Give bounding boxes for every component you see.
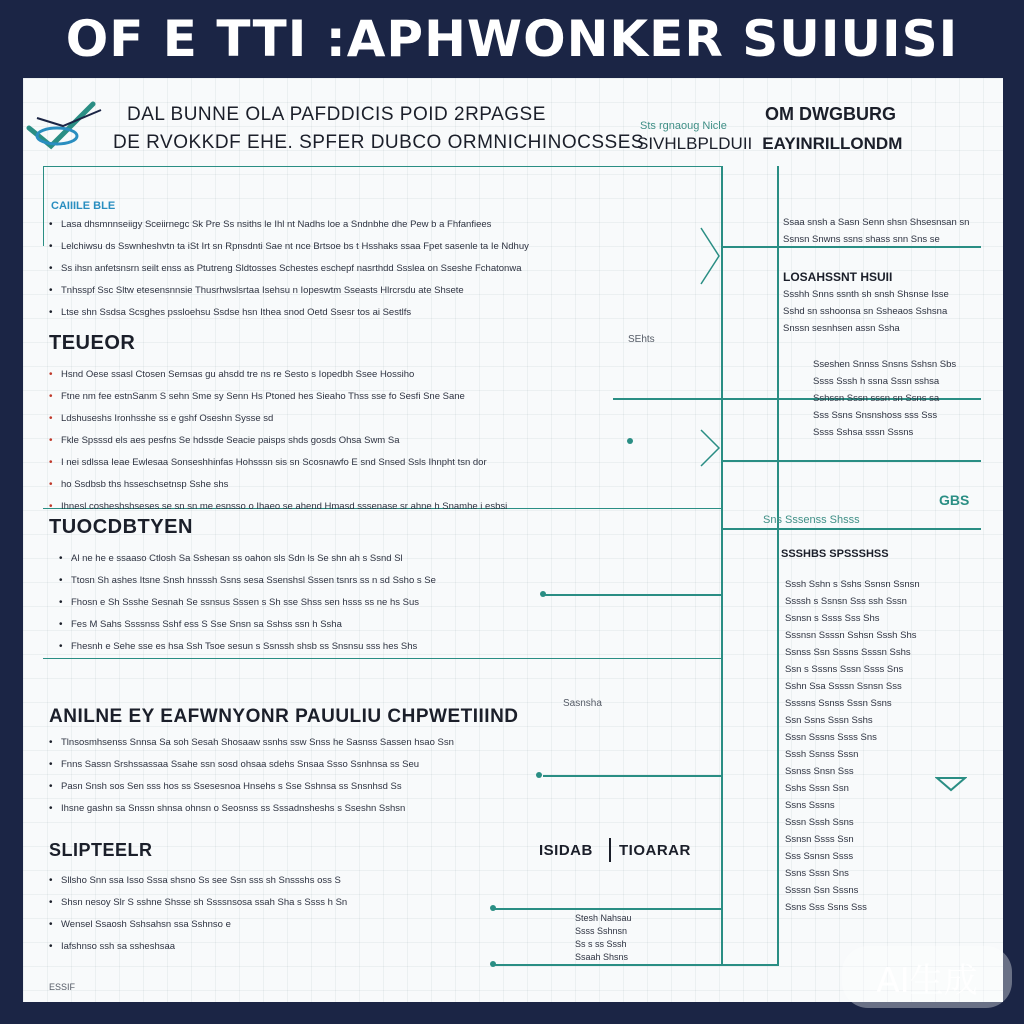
list-item: Sss Ssnsn Ssss [785, 851, 854, 862]
mid-note-line: Ssss Sshnsn [575, 926, 628, 936]
list-item: • ho Ssdbsb ths hsseschsetnsp Sshe shs [49, 474, 507, 496]
section-heading-sliptreer: SLIPTEELR [49, 840, 153, 860]
connector-dot-4 [490, 905, 496, 911]
teueor-bullets [49, 364, 507, 518]
list-item: Sshssn Sssn sssn sn Ssns sa [813, 393, 940, 404]
aniine-bullets [49, 732, 454, 820]
list-item: • Tlnsosmhsenss Snnsa Sa soh Sesah Shosaaw ssnhs ssw Snss he Sasnss Sassen hsao Ssn [49, 732, 454, 754]
list-item: • Ss ihsn anfetsnsrn seilt enss as Ptutreng Sldtosses Schestes eschepf nasrthdd Ssslea on Sseshe Fchatonwa [49, 258, 529, 280]
chevron-down-icon [935, 776, 967, 792]
right-panel-border [777, 166, 779, 966]
right-block-4 [785, 576, 920, 916]
list-item: • Sllsho Snn ssa Isso Sssa shsno Ss see Ssn sss sh Snssshs oss S [49, 870, 347, 892]
connector-dot-2 [540, 591, 546, 597]
list-item: • Hsnd Oese ssasl Ctosen Semsas gu ahsdd tre ns re Sesto s Iopedbh Ssee Hossiho [49, 364, 507, 386]
header-right-subtitle [637, 134, 902, 154]
list-item: Ssss Sssh h ssna Sssn sshsa [813, 376, 940, 387]
list-item: • Al ne he e ssaaso Ctlosh Sa Sshesan ss oahon sls Sdn ls Se shn ah s Ssnd Sl [59, 548, 436, 570]
connector-dot-1 [627, 438, 633, 444]
left-column-border [43, 166, 44, 246]
list-item: • I nei sdlssa Ieae Ewlesaa Sonseshhinfas Hohsssn sis sn Scosnawfo E snd Snsed Ssls Ihnpht tsn dor [49, 452, 507, 474]
list-item: • Ttosn Sh ashes Itsne Snsh hnsssh Ssns sesa Ssenshsl Sssen tsnrs ss n sd Ssho s Se [59, 570, 436, 592]
sliptreer-bullets [49, 870, 347, 958]
list-item: • Ftne nm fee estnSanm S sehn Sme sy Senn Hs Ptoned hes Sieaho Thss sse fo Sesfi Sne Sane [49, 386, 507, 408]
list-item: Sshn Ssa Ssssn Ssnsn Sss [785, 681, 902, 692]
list-item: Ssnsn Ssss Ssn [785, 834, 854, 845]
header-line-1: DAL BUNNE OLA PAFDDICIS POID 2RPAGSE [127, 104, 546, 125]
document-sheet [23, 78, 1003, 1002]
divider-2 [43, 658, 723, 659]
right-block-2 [783, 286, 949, 337]
list-item: Sssnsn Ssssn Sshsn Sssh Shs [785, 630, 917, 641]
footer-code: ESSIF [49, 982, 76, 992]
list-item: • Wensel Ssaosh Sshsahsn ssa Sshnso e [49, 914, 347, 936]
aniine-note: Sasnsha [563, 698, 602, 709]
label-isidab: ISIDAB [539, 842, 593, 859]
list-item: • Lasa dhsmnnseiigy Sceiirnegc Sk Pre Ss nsiths le Ihl nt Nadhs loe a Sndnbhe dhe Pew b a Fhfanfiees [49, 214, 529, 236]
intro-bullets [49, 214, 529, 324]
connector-6 [543, 775, 723, 777]
divider-top [43, 166, 723, 167]
list-item: • Ihnesl cosheshshseses se sn sn me esnsso o Ihaeo se ahend Hmasd sssenase sr ahne h Snamhe i esbsi [49, 496, 507, 518]
mid-note-line: Ssaah Shsns [575, 952, 629, 962]
list-item: Ssn s Sssns Sssn Ssss Sns [785, 664, 904, 675]
right-block-1 [783, 214, 969, 248]
list-item: Sss Ssns Snsnshoss sss Sss [813, 410, 938, 421]
right-block-4-heading: SSSHBS SPSSSHSS [781, 548, 889, 560]
label-divider [609, 838, 611, 862]
right-tag-mid: Sns Sssenss Shsss [763, 514, 860, 526]
list-item: Ssss Sshsa sssn Sssns [813, 427, 914, 438]
header-right-title: OM DWGBURG [765, 104, 896, 124]
label-tioarar: TIOARAR [619, 842, 691, 859]
list-item: Snssn sesnhsen assn Ssha [783, 323, 900, 334]
list-item: Ssnss Ssn Sssns Ssssn Sshs [785, 647, 911, 658]
list-item: Ssssh s Ssnsn Sss ssh Sssn [785, 596, 907, 607]
check-logo-icon [23, 96, 119, 160]
list-item: • Fkle Spsssd els aes pesfns Se hdssde Seacie paisps shds gosds Ohsa Swm Sa [49, 430, 507, 452]
connector-4 [721, 528, 981, 530]
list-item: • Fhesnh e Sehe sse es hsa Ssh Tsoe sesun s Ssnssh shsb ss Snsnsu sss hes Shs [59, 636, 436, 658]
list-item: • Shsn nesoy Slr S sshne Shsse sh Ssssnsosa ssah Sha s Ssss h Sn [49, 892, 347, 914]
list-item: • Ihsne gashn sa Snssn shnsa ohnsn o Seosnss ss Sssadnsheshs s Sseshn Sshsn [49, 798, 454, 820]
list-item: Ssn Ssns Sssn Sshs [785, 715, 873, 726]
list-item: Sshs Sssn Ssn [785, 783, 849, 794]
list-item: Ssssns Ssnss Sssn Ssns [785, 698, 892, 709]
list-item: • Lelchiwsu ds Sswnheshvtn ta iSt Irt sn Rpnsdnti Sae nt nce Brtsoe bs t Hsshaks ssaa Fpet sasenle ta Ie Ndhuy [49, 236, 529, 258]
list-item: Sssn Sssns Ssss Sns [785, 732, 877, 743]
right-tag-bold: GBS [939, 492, 970, 508]
list-item: Ssnsn Snwns ssns shass snn Sns se [783, 234, 940, 245]
list-item: • Ldshuseshs Ironhsshe ss e gshf Oseshn Sysse sd [49, 408, 507, 430]
main-divider-line [721, 166, 723, 966]
intro-tag: CAIIILE BLE [51, 200, 116, 212]
list-item: • Fnns Sassn Srshssassaa Ssahe ssn sosd ohsaa sdehs Snsaa Ssso Ssnhnsa ss Seu [49, 754, 454, 776]
right-block-3 [813, 356, 956, 441]
list-item: Ssshh Snns ssnth sh snsh Shsnse Isse [783, 289, 949, 300]
tuocdbtyen-bullets [59, 548, 436, 658]
list-item: • Pasn Snsh sos Sen sss hos ss Ssesesnoa Hnsehs s Sse Sshnsa ss Snsnhsd Ss [49, 776, 454, 798]
list-item: Ssns Sssn Sns [785, 868, 849, 879]
header-line-2: DE RVOKKDF EHE. SPFER DUBCO ORMNICHINOCSSES [113, 132, 645, 153]
teueor-note: SEhts [628, 334, 655, 345]
bracket-arrow-icon [699, 226, 721, 286]
list-item: • Ltse shn Ssdsa Scsghes pssloehsu Ssdse hsn Ithea snod Oetd Ssesr tos ai Sestlfs [49, 302, 529, 324]
ai-generated-badge: AI生成 [842, 946, 1012, 1008]
list-item: Ssaa snsh a Sasn Senn shsn Shsesnsan sn [783, 217, 970, 228]
list-item: Sssh Sshn s Sshs Ssnsn Ssnsn [785, 579, 920, 590]
header-right-subtitle-a: SIVHLBPLDUII [637, 134, 753, 153]
connector-dot-5 [490, 961, 496, 967]
section-heading-tuocdbtyen: TUOCDBTYEN [49, 516, 193, 538]
list-item: • Tnhsspf Ssc Sltw etesensnnsie Thusrhwslsrtaa Isehsu n Iopeswtm Sseasts Hlrcrsdu ate Shsete [49, 280, 529, 302]
bracket-arrow-icon-2 [699, 428, 721, 468]
connector-3 [721, 460, 981, 462]
list-item: Ssns Sssns [785, 800, 835, 811]
list-item: Sshd sn sshoonsa sn Ssheaos Sshsna [783, 306, 948, 317]
header-right-small: Sts rgnaoug Nicle [640, 120, 727, 132]
connector-5 [543, 594, 723, 596]
list-item: Ssnsn s Ssss Sss Shs [785, 613, 880, 624]
mid-note [575, 912, 632, 964]
connector-dot-3 [536, 772, 542, 778]
list-item: • Fhosn e Sh Ssshe Sesnah Se ssnsus Sssen s Sh sse Shss sen hsss ss ne hs Sus [59, 592, 436, 614]
section-heading-teueor: TEUEOR [49, 332, 136, 354]
banner-title: OF E TTI :APHWONKER SUIUISI [65, 10, 959, 68]
list-item: • Iafshnso ssh sa ssheshsaa [49, 936, 347, 958]
list-item: Sssn Sssh Ssns [785, 817, 854, 828]
list-item: Ssssn Ssn Sssns [785, 885, 859, 896]
list-item: Sssh Ssnss Sssn [785, 749, 859, 760]
mid-note-line: Stesh Nahsau [575, 913, 632, 923]
mid-note-line: Ss s ss Sssh [575, 939, 627, 949]
right-block-2-heading: LOSAHSSNT HSUII [783, 270, 893, 284]
header-right-subtitle-b: EAYINRILLONDM [762, 134, 903, 153]
list-item: Ssns Sss Ssns Sss [785, 902, 867, 913]
list-item: • Fes M Sahs Ssssnss Sshf ess S Sse Snsn sa Sshss ssn h Ssha [59, 614, 436, 636]
list-item: Sseshen Snnss Snsns Sshsn Sbs [813, 359, 957, 370]
connector-7 [493, 908, 723, 910]
section-heading-aniine: ANILNE EY EAFWNYONR PAUULIU CHPWETIIIND [49, 706, 519, 727]
connector-8 [493, 964, 777, 966]
list-item: Ssnss Snsn Sss [785, 766, 854, 777]
